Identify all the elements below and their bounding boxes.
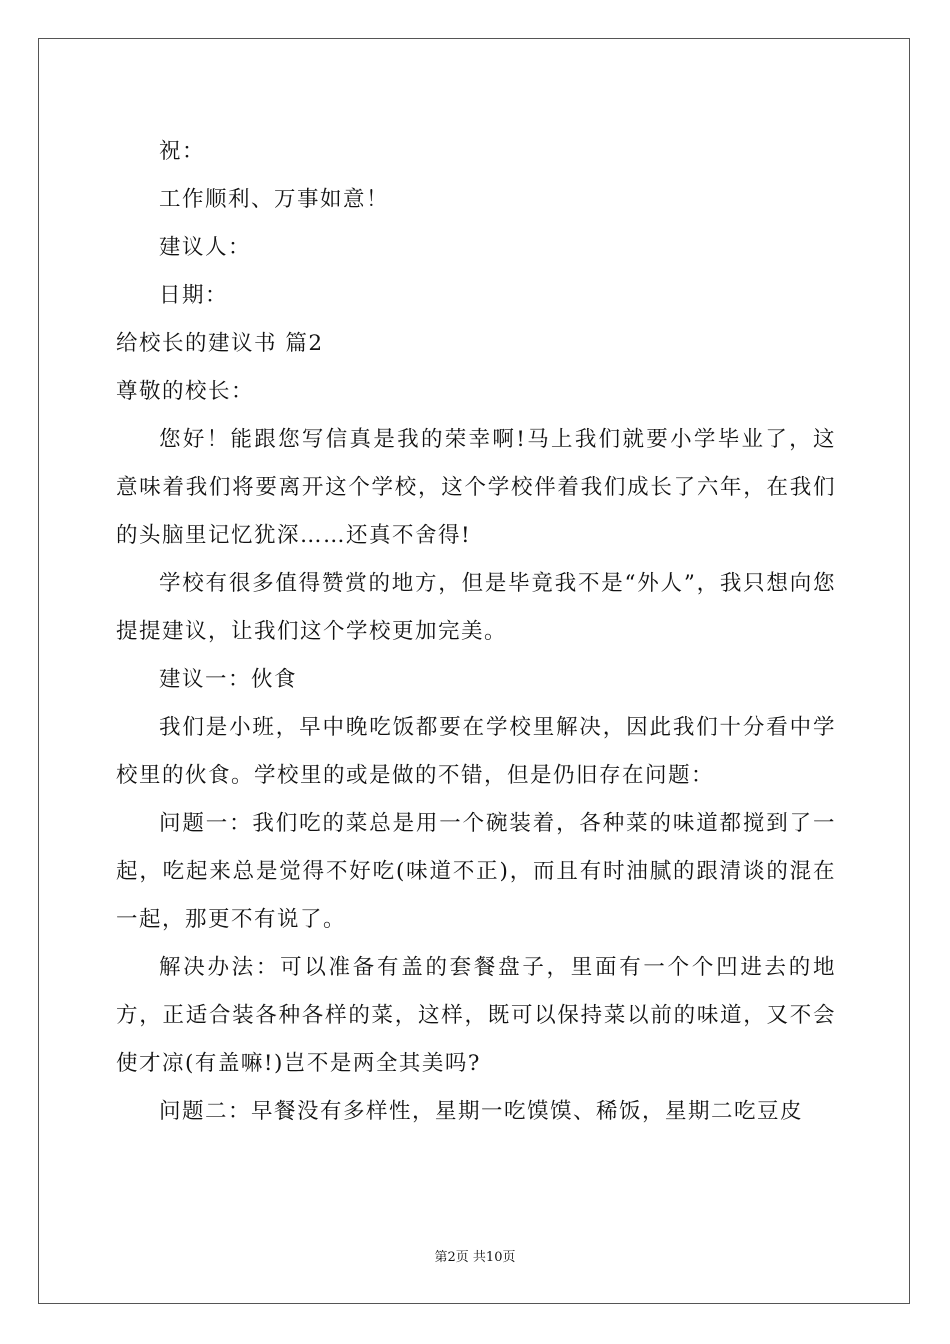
paragraph: 您好！能跟您写信真是我的荣幸啊!马上我们就要小学毕业了，这意味着我们将要离开这个学校，这个学校伴着我们成长了六年，在我们的头脑里记忆犹深……还真不舍得! — [116, 427, 836, 548]
document-body — [116, 128, 836, 1136]
paragraph: 祝： — [159, 139, 206, 164]
paragraph: 问题一：我们吃的菜总是用一个碗装着，各种菜的味道都搅到了一起，吃起来总是觉得不好吃(味道不正)，而且有时油腻的跟清谈的混在一起，那更不有说了。 — [116, 811, 836, 932]
paragraph: 给校长的建议书 篇2 — [116, 331, 324, 356]
paragraph: 我们是小班，早中晚吃饭都要在学校里解决，因此我们十分看中学校里的伙食。学校里的或是做的不错，但是仍旧存在问题： — [116, 715, 836, 788]
paragraph: 解决办法：可以准备有盖的套餐盘子，里面有一个个凹进去的地方，正适合装各种各样的菜，这样，既可以保持菜以前的味道，又不会使才凉(有盖嘛!)岂不是两全其美吗? — [116, 955, 836, 1076]
paragraph: 尊敬的校长： — [116, 379, 255, 404]
paragraph: 建议人： — [159, 235, 252, 260]
paragraph: 建议一：伙食 — [159, 667, 298, 692]
paragraph: 学校有很多值得赞赏的地方，但是毕竟我不是“外人”，我只想向您提提建议，让我们这个学校更加完美。 — [116, 571, 836, 644]
paragraph: 日期： — [159, 283, 229, 308]
paragraph: 问题二：早餐没有多样性，星期一吃馍馍、稀饭，星期二吃豆皮 — [159, 1099, 804, 1124]
paragraph: 工作顺利、万事如意！ — [159, 187, 390, 212]
page-footer: 第2页 共10页 — [434, 1250, 516, 1265]
